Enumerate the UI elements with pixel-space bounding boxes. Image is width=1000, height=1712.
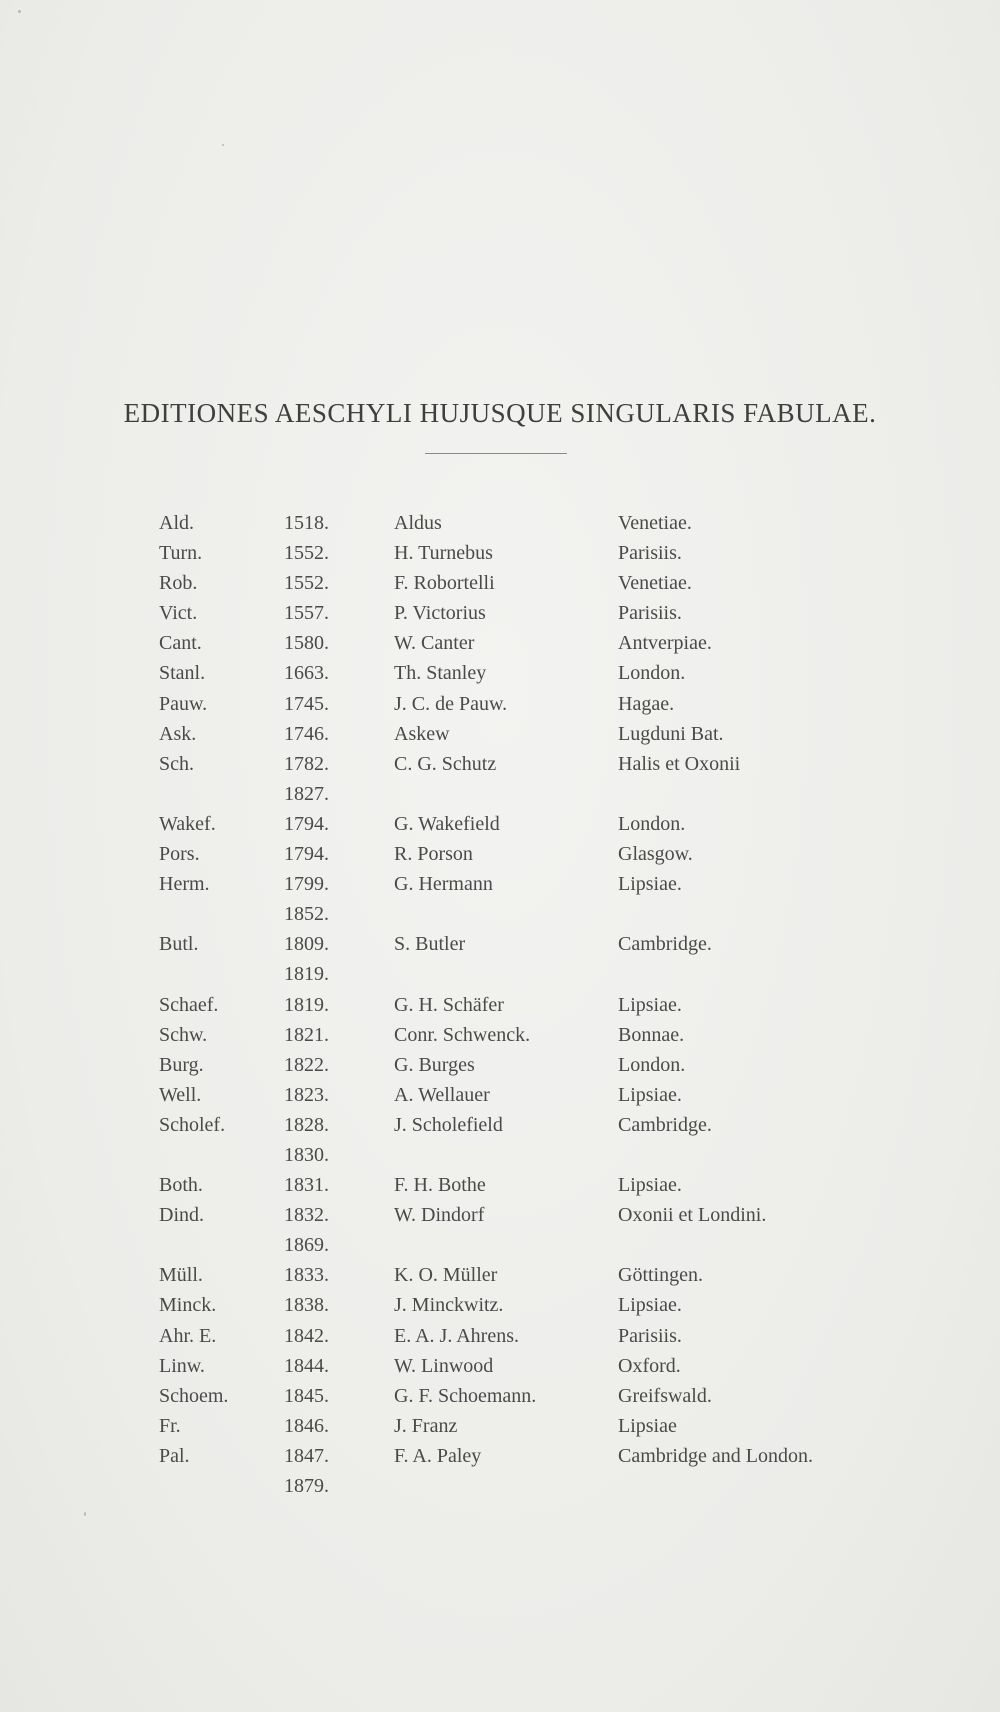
edition-abbreviation: Fr. (159, 1414, 181, 1437)
edition-abbreviation: Burg. (159, 1053, 204, 1076)
table-row (0, 1050, 1000, 1080)
edition-editor: J. Franz (394, 1414, 458, 1437)
edition-editor: G. Wakefield (394, 812, 500, 835)
edition-abbreviation: Schoem. (159, 1384, 229, 1407)
table-row (0, 508, 1000, 538)
table-row (0, 749, 1000, 779)
edition-editor: R. Porson (394, 843, 473, 866)
edition-place: Lipsiae. (618, 1174, 682, 1197)
edition-year: 1832. (284, 1204, 329, 1227)
edition-place: Antverpiae. (618, 632, 712, 655)
table-row (0, 1080, 1000, 1110)
edition-year: 1842. (284, 1324, 329, 1347)
edition-year: 1831. (284, 1174, 329, 1197)
edition-editor: J. Minckwitz. (394, 1294, 504, 1317)
edition-editor: Askew (394, 722, 450, 745)
edition-editor: Conr. Schwenck. (394, 1023, 531, 1046)
edition-abbreviation: Ask. (159, 722, 197, 745)
table-row (0, 628, 1000, 658)
edition-year: 1819. (284, 993, 329, 1016)
table-row (0, 598, 1000, 628)
edition-abbreviation: Pors. (159, 843, 200, 866)
title-divider (425, 453, 567, 454)
edition-editor: G. Burges (394, 1053, 475, 1076)
table-row (0, 839, 1000, 869)
table-row (0, 1441, 1000, 1471)
edition-editor: F. A. Paley (394, 1444, 482, 1467)
edition-place: Bonnae. (618, 1023, 685, 1046)
edition-abbreviation: Rob. (159, 572, 198, 595)
editions-table (0, 508, 1000, 1501)
edition-abbreviation: Wakef. (159, 812, 216, 835)
table-row (0, 538, 1000, 568)
table-row (0, 689, 1000, 719)
edition-editor: E. A. J. Ahrens. (394, 1324, 519, 1347)
edition-year: 1838. (284, 1294, 329, 1317)
edition-editor: H. Turnebus (394, 542, 493, 565)
edition-editor: K. O. Müller (394, 1264, 498, 1287)
table-row (0, 1260, 1000, 1290)
edition-year: 1794. (284, 843, 329, 866)
edition-place: Hagae. (618, 692, 675, 715)
edition-place: Cambridge and London. (618, 1444, 813, 1467)
edition-abbreviation: Müll. (159, 1264, 203, 1287)
table-row (0, 990, 1000, 1020)
edition-editor: G. H. Schäfer (394, 993, 504, 1016)
edition-abbreviation: Minck. (159, 1294, 217, 1317)
edition-year: 1846. (284, 1414, 329, 1437)
edition-year: 1518. (284, 512, 329, 534)
table-row (0, 1020, 1000, 1050)
table-row (0, 719, 1000, 749)
table-row (0, 779, 1000, 809)
edition-abbreviation: Linw. (159, 1354, 205, 1377)
table-row (0, 1411, 1000, 1441)
table-row (0, 929, 1000, 959)
edition-place: London. (618, 1053, 686, 1076)
edition-abbreviation: Pal. (159, 1444, 190, 1467)
edition-editor: W. Linwood (394, 1354, 494, 1377)
edition-abbreviation: Pauw. (159, 692, 208, 715)
edition-place: Lugduni Bat. (618, 722, 724, 745)
edition-abbreviation: Cant. (159, 632, 202, 655)
edition-year: 1557. (284, 602, 329, 625)
table-row (0, 1471, 1000, 1501)
edition-editor: Th. Stanley (394, 662, 487, 685)
edition-year: 1782. (284, 752, 329, 775)
edition-place: London. (618, 812, 686, 835)
table-row (0, 869, 1000, 899)
edition-year: 1852. (284, 903, 329, 926)
edition-editor: Aldus (394, 512, 442, 534)
edition-year: 1844. (284, 1354, 329, 1377)
edition-abbreviation: Sch. (159, 752, 194, 775)
table-row (0, 1140, 1000, 1170)
table-row (0, 1110, 1000, 1140)
table-row (0, 1290, 1000, 1320)
edition-abbreviation: Well. (159, 1083, 202, 1106)
edition-abbreviation: Herm. (159, 873, 210, 896)
edition-year: 1869. (284, 1234, 329, 1257)
edition-abbreviation: Scholef. (159, 1113, 226, 1136)
edition-editor: G. Hermann (394, 873, 493, 896)
edition-abbreviation: Dind. (159, 1204, 204, 1227)
edition-place: Göttingen. (618, 1264, 703, 1287)
edition-editor: F. Robortelli (394, 572, 495, 595)
edition-place: Cambridge. (618, 933, 712, 956)
edition-place: London. (618, 662, 686, 685)
edition-year: 1663. (284, 662, 329, 685)
edition-year: 1552. (284, 572, 329, 595)
edition-editor: W. Dindorf (394, 1204, 485, 1227)
table-row (0, 1230, 1000, 1260)
edition-place: Glasgow. (618, 843, 693, 866)
edition-year: 1746. (284, 722, 329, 745)
edition-year: 1830. (284, 1143, 329, 1166)
table-row (0, 1351, 1000, 1381)
table-row (0, 568, 1000, 598)
edition-place: Halis et Oxonii (618, 752, 741, 775)
table-row (0, 899, 1000, 929)
edition-year: 1799. (284, 873, 329, 896)
edition-year: 1828. (284, 1113, 329, 1136)
edition-place: Cambridge. (618, 1113, 712, 1136)
edition-place: Lipsiae. (618, 993, 682, 1016)
edition-editor: W. Canter (394, 632, 475, 655)
edition-year: 1819. (284, 963, 329, 986)
edition-place: Lipsiae. (618, 1294, 682, 1317)
edition-year: 1821. (284, 1023, 329, 1046)
edition-year: 1833. (284, 1264, 329, 1287)
print-speck (222, 144, 224, 146)
edition-place: Greifswald. (618, 1384, 712, 1407)
edition-place: Venetiae. (618, 512, 692, 534)
edition-place: Venetiae. (618, 572, 692, 595)
edition-place: Parisiis. (618, 1324, 682, 1347)
edition-year: 1809. (284, 933, 329, 956)
print-speck (84, 1512, 86, 1516)
edition-abbreviation: Vict. (159, 602, 198, 625)
edition-abbreviation: Schaef. (159, 993, 219, 1016)
edition-abbreviation: Stanl. (159, 662, 206, 685)
edition-place: Lipsiae (618, 1414, 677, 1437)
edition-year: 1552. (284, 542, 329, 565)
edition-editor: F. H. Bothe (394, 1174, 486, 1197)
edition-editor: C. G. Schutz (394, 752, 497, 775)
edition-year: 1580. (284, 632, 329, 655)
edition-editor: P. Victorius (394, 602, 486, 625)
edition-abbreviation: Schw. (159, 1023, 208, 1046)
table-row (0, 809, 1000, 839)
table-row (0, 658, 1000, 688)
edition-year: 1823. (284, 1083, 329, 1106)
table-row (0, 1170, 1000, 1200)
edition-year: 1745. (284, 692, 329, 715)
edition-abbreviation: Turn. (159, 542, 203, 565)
page-title: EDITIONES AESCHYLI HUJUSQUE SINGULARIS FABULAE. (123, 398, 877, 429)
edition-year: 1822. (284, 1053, 329, 1076)
edition-editor: G. F. Schoemann. (394, 1384, 537, 1407)
edition-editor: S. Butler (394, 933, 466, 956)
table-row (0, 1381, 1000, 1411)
edition-abbreviation: Ahr. E. (159, 1324, 217, 1347)
edition-year: 1847. (284, 1444, 329, 1467)
edition-year: 1879. (284, 1475, 329, 1497)
edition-editor: J. Scholefield (394, 1113, 503, 1136)
table-row (0, 1200, 1000, 1230)
edition-place: Oxonii et Londini. (618, 1204, 767, 1227)
edition-editor: J. C. de Pauw. (394, 692, 508, 715)
table-row (0, 1321, 1000, 1351)
edition-abbreviation: Butl. (159, 933, 199, 956)
edition-place: Lipsiae. (618, 1083, 682, 1106)
edition-abbreviation: Ald. (159, 512, 194, 534)
edition-abbreviation: Both. (159, 1174, 203, 1197)
edition-year: 1794. (284, 812, 329, 835)
edition-editor: A. Wellauer (394, 1083, 490, 1106)
edition-year: 1845. (284, 1384, 329, 1407)
table-row (0, 959, 1000, 989)
print-speck (18, 10, 21, 13)
edition-place: Parisiis. (618, 542, 682, 565)
edition-place: Oxford. (618, 1354, 681, 1377)
edition-place: Parisiis. (618, 602, 682, 625)
edition-year: 1827. (284, 782, 329, 805)
edition-place: Lipsiae. (618, 873, 682, 896)
